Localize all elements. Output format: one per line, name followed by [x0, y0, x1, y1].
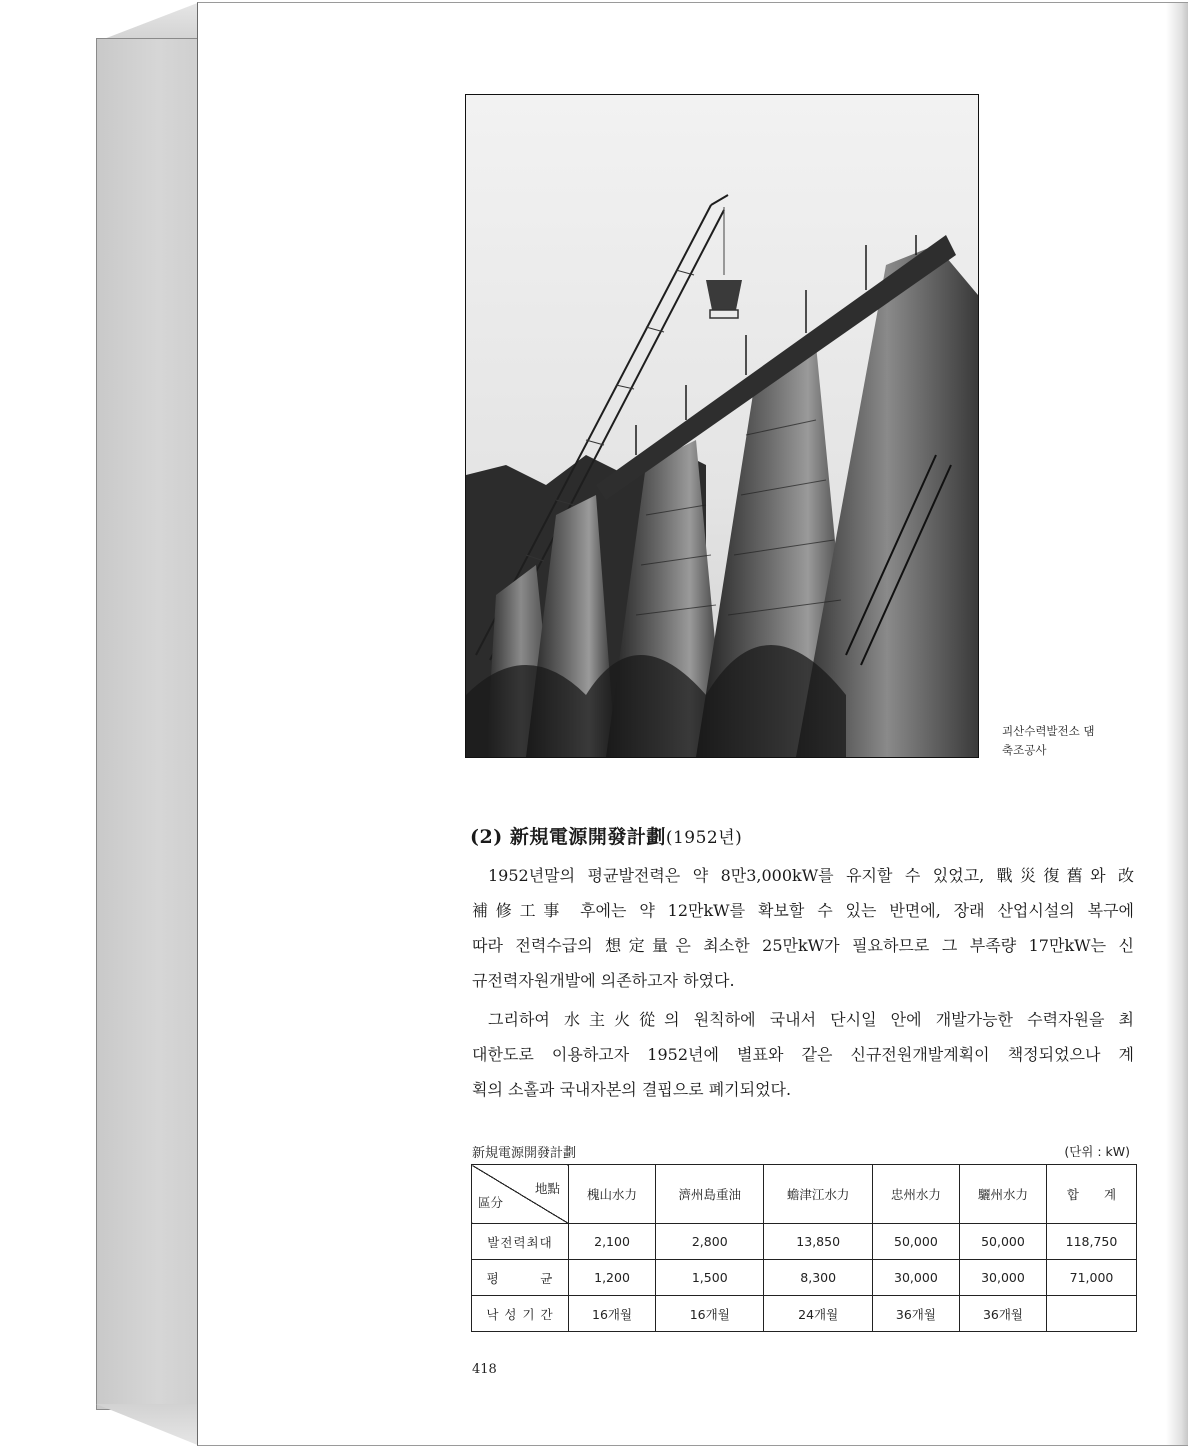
column-header: 槐山水力 — [569, 1165, 656, 1224]
row-label: 발전력최대 — [472, 1224, 569, 1260]
table-cell: 30,000 — [872, 1260, 959, 1296]
column-header: 합 계 — [1047, 1165, 1137, 1224]
book-spine-top-edge — [96, 2, 200, 42]
paragraph-line: 규전력자원개발에 의존하고자 하였다. — [472, 971, 735, 990]
table-cell: 1,500 — [656, 1260, 764, 1296]
table-row — [472, 1296, 1137, 1332]
table-cell: 50,000 — [872, 1224, 959, 1260]
table-corner-cell — [472, 1165, 569, 1224]
column-header: 蟾津江水力 — [764, 1165, 872, 1224]
section-heading — [470, 822, 742, 849]
table-cell: 50,000 — [959, 1224, 1046, 1260]
table-row — [472, 1224, 1137, 1260]
table-cell: 8,300 — [764, 1260, 872, 1296]
table-cell — [1047, 1296, 1137, 1332]
corner-label-location: 地點 — [534, 1181, 560, 1196]
row-label: 낙 성 기 간 — [472, 1296, 569, 1332]
column-header: 濟州島重油 — [656, 1165, 764, 1224]
row-label: 평 균 — [472, 1260, 569, 1296]
table-cell: 71,000 — [1047, 1260, 1137, 1296]
table-cell: 118,750 — [1047, 1224, 1137, 1260]
table-cell: 13,850 — [764, 1224, 872, 1260]
paragraph-line: 補修工事 후에는 약 12만kW를 확보할 수 있는 반면에, 장래 산업시설의 복구에 — [472, 901, 1134, 920]
table-header-row — [472, 1165, 1137, 1224]
photo-caption — [1002, 722, 1122, 760]
column-header: 忠州水力 — [872, 1165, 959, 1224]
paragraph-line: 따라 전력수급의 想定量은 최소한 25만kW가 필요하므로 그 부족량 17만kW는 신 — [472, 936, 1134, 955]
section-title: 新規電源開發計劃 — [509, 826, 666, 848]
caption-line: 괴산수력발전소 댐 — [1002, 724, 1095, 738]
column-header: 驪州水力 — [959, 1165, 1046, 1224]
table-cell: 2,800 — [656, 1224, 764, 1260]
book-spine-bottom-edge — [96, 1404, 200, 1446]
page-edge-shadow — [1166, 3, 1188, 1445]
table-title: 新規電源開發計劃 — [472, 1146, 577, 1161]
dam-construction-photo — [465, 94, 979, 758]
corner-label-category: 區分 — [478, 1195, 504, 1210]
paragraph — [472, 858, 1134, 998]
table-cell: 30,000 — [959, 1260, 1046, 1296]
table-cell: 2,100 — [569, 1224, 656, 1260]
table-cell: 36개월 — [959, 1296, 1046, 1332]
paragraph-line: 대한도로 이용하고자 1952년에 별표와 같은 신규전원개발계획이 책정되었으나 계 — [472, 1045, 1134, 1064]
table-cell: 16개월 — [656, 1296, 764, 1332]
book-spine — [96, 38, 200, 1410]
table-cell: 24개월 — [764, 1296, 872, 1332]
paragraph — [472, 1002, 1134, 1107]
paragraph-line: 획의 소홀과 국내자본의 결핍으로 폐기되었다. — [472, 1080, 792, 1099]
paragraph-line: 1952년말의 평균발전력은 약 8만3,000kW를 유지할 수 있었고, 戰災復舊와 改 — [488, 866, 1134, 885]
section-year: (1952년) — [665, 828, 743, 848]
table-cell: 36개월 — [872, 1296, 959, 1332]
section-number: (2) — [470, 826, 503, 848]
page-number: 418 — [472, 1362, 497, 1377]
development-plan-table — [471, 1164, 1137, 1332]
table-row — [472, 1260, 1137, 1296]
table-cell: 1,200 — [569, 1260, 656, 1296]
caption-line: 축조공사 — [1002, 743, 1047, 757]
table-cell: 16개월 — [569, 1296, 656, 1332]
paragraph-line: 그리하여 水主火從의 원칙하에 국내서 단시일 안에 개발가능한 수력자원을 최 — [488, 1010, 1134, 1029]
table-unit: (단위 : kW) — [1064, 1144, 1130, 1159]
